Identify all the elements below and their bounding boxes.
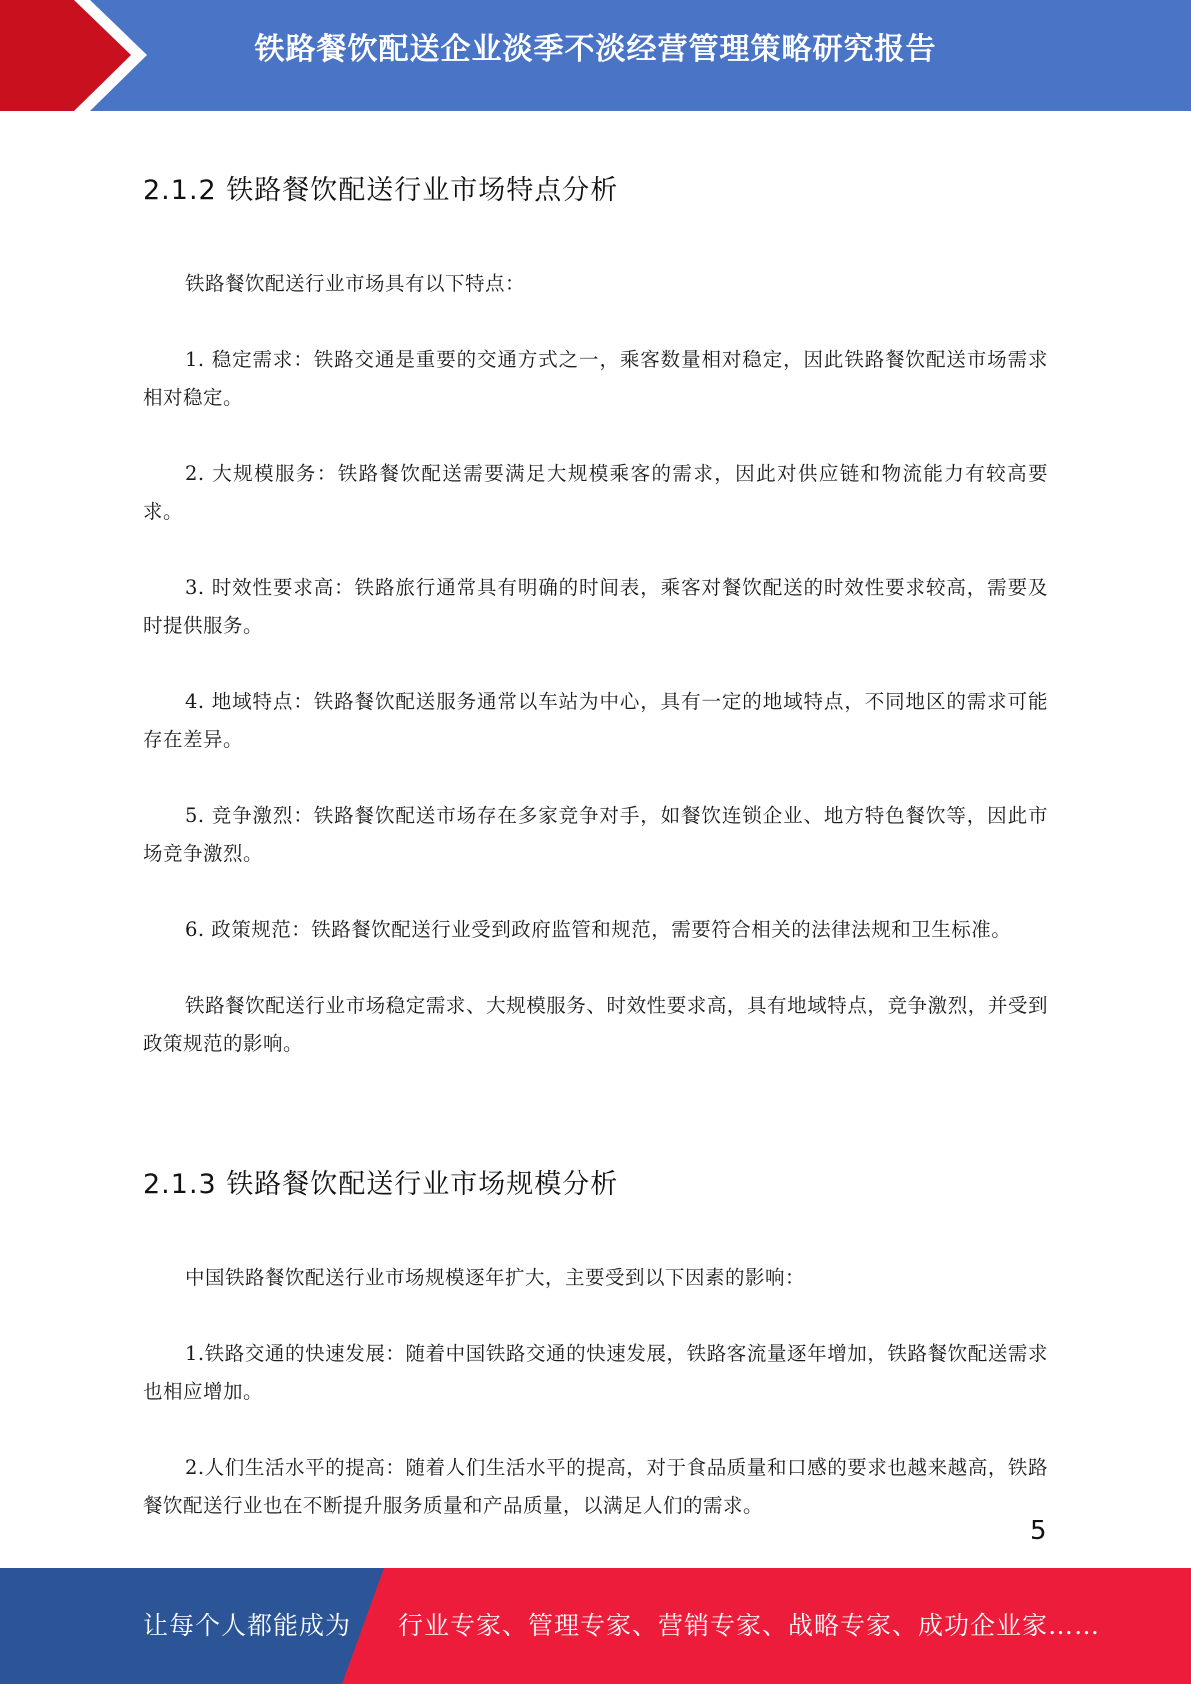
page-header	[0, 0, 1191, 111]
list-item: 2. 大规模服务：铁路餐饮配送需要满足大规模乘客的需求，因此对供应链和物流能力有较高要求。	[143, 462, 1048, 523]
page-content	[143, 168, 1048, 1517]
list-item: 6. 政策规范：铁路餐饮配送行业受到政府监管和规范，需要符合相关的法律法规和卫生标准。	[185, 918, 1012, 941]
list-item: 1. 稳定需求：铁路交通是重要的交通方式之一，乘客数量相对稳定，因此铁路餐饮配送市场需求相对稳定。	[143, 348, 1048, 409]
footer-slogan-left: 让每个人都能成为	[143, 1611, 352, 1640]
list-item: 3. 时效性要求高：铁路旅行通常具有明确的时间表，乘客对餐饮配送的时效性要求较高，需要及时提供服务。	[143, 576, 1048, 637]
page-footer	[0, 1568, 1191, 1684]
list-item: 4. 地域特点：铁路餐饮配送服务通常以车站为中心，具有一定的地域特点，不同地区的需求可能存在差异。	[143, 690, 1048, 751]
report-title: 铁路餐饮配送企业淡季不淡经营管理策略研究报告	[254, 32, 937, 67]
section-heading-2-1-3: 2.1.3 铁路餐饮配送行业市场规模分析	[143, 1169, 619, 1200]
list-item: 2.人们生活水平的提高：随着人们生活水平的提高，对于食品质量和口感的要求也越来越高，铁路餐饮配送行业也在不断提升服务质量和产品质量，以满足人们的需求。	[143, 1456, 1048, 1517]
page-number: 5	[1030, 1516, 1047, 1546]
paragraph: 铁路餐饮配送行业市场具有以下特点：	[185, 272, 526, 295]
paragraph: 中国铁路餐饮配送行业市场规模逐年扩大，主要受到以下因素的影响：	[185, 1266, 806, 1289]
section-heading-2-1-2: 2.1.2 铁路餐饮配送行业市场特点分析	[143, 175, 619, 206]
list-item: 1.铁路交通的快速发展：随着中国铁路交通的快速发展，铁路客流量逐年增加，铁路餐饮配送需求也相应增加。	[143, 1342, 1048, 1403]
summary-paragraph: 铁路餐饮配送行业市场稳定需求、大规模服务、时效性要求高，具有地域特点，竞争激烈，并受到政策规范的影响。	[143, 994, 1048, 1055]
section-2-1-3	[143, 1162, 1048, 1525]
footer-slogan-right: 行业专家、管理专家、营销专家、战略专家、成功企业家……	[398, 1611, 1101, 1640]
list-item: 5. 竞争激烈：铁路餐饮配送市场存在多家竞争对手，如餐饮连锁企业、地方特色餐饮等，因此市场竞争激烈。	[143, 804, 1048, 865]
